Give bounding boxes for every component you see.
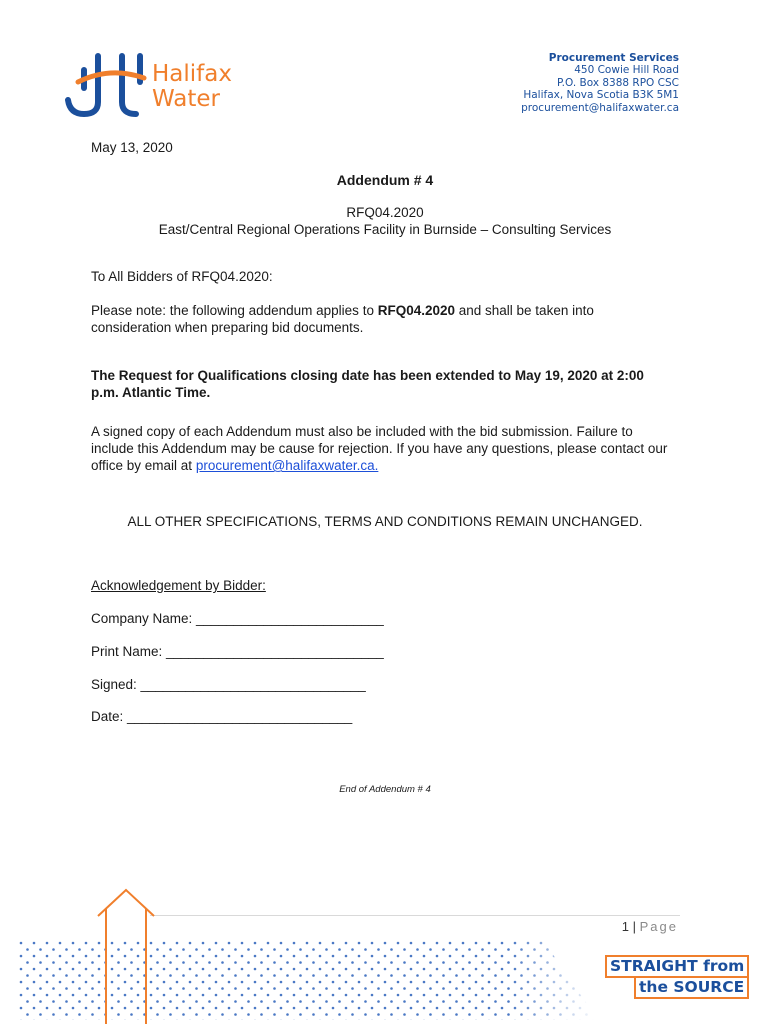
acknowledgement-heading: Acknowledgement by Bidder: xyxy=(91,578,266,593)
orange-arrow-icon xyxy=(96,888,156,1024)
end-of-addendum: End of Addendum # 4 xyxy=(339,784,431,795)
page-number xyxy=(622,919,678,934)
contact-block xyxy=(521,52,679,114)
note-prefix: Please note: the following addendum applies to xyxy=(91,303,378,318)
date-field: Date: ______________________________ xyxy=(91,709,353,724)
logo-wordmark xyxy=(152,62,232,112)
note-suffix: and shall be taken into consideration when preparing bid documents. xyxy=(91,303,594,335)
procurement-email-link[interactable]: procurement@halifaxwater.ca. xyxy=(195,458,379,473)
page-word: Page xyxy=(639,919,678,934)
project-title: East/Central Regional Operations Facility in Burnside – Consulting Services xyxy=(158,222,612,237)
footer-divider xyxy=(150,915,680,916)
contact-city-line: Halifax, Nova Scotia B3K 5M1 xyxy=(523,89,679,102)
signed-copy-paragraph xyxy=(91,423,671,474)
closing-date-notice: The Request for Qualifications closing date has been extended to May 19, 2020 at 2:00 p.m. Atlantic Time. xyxy=(91,368,644,400)
page-separator: | xyxy=(629,919,640,934)
print-name-field: Print Name: _____________________________ xyxy=(91,644,384,659)
signed-copy-text: A signed copy of each Addendum must also be included with the bid submission. Failure to include this Addendum may be cause for rejection. If you have any questions, please contact our office by email at xyxy=(91,424,668,473)
rfq-number: RFQ04.2020 xyxy=(346,205,424,220)
document-date: May 13, 2020 xyxy=(91,140,173,155)
contact-email-line: procurement@halifaxwater.ca xyxy=(521,101,679,114)
signed-field: Signed: ______________________________ xyxy=(91,677,366,692)
halifax-water-hh-icon xyxy=(64,52,150,118)
company-name-field: Company Name: _________________________ xyxy=(91,611,384,626)
addendum-title: Addendum # 4 xyxy=(336,172,434,188)
salutation: To All Bidders of RFQ04.2020: xyxy=(91,269,273,284)
note-rfq-bold: RFQ04.2020 xyxy=(377,303,455,318)
contact-po-box-line: P.O. Box 8388 RPO CSC xyxy=(556,76,679,89)
badge-line-1: STRAIGHT from xyxy=(605,955,749,978)
logo-line-halifax: Halifax xyxy=(152,61,232,87)
unchanged-notice: ALL OTHER SPECIFICATIONS, TERMS AND CONDITIONS REMAIN UNCHANGED. xyxy=(127,514,643,529)
addendum-note xyxy=(91,302,671,336)
logo-line-water: Water xyxy=(152,86,220,112)
halifax-water-logo xyxy=(64,52,254,120)
page-number-value: 1 xyxy=(621,919,630,934)
contact-heading: Procurement Services xyxy=(548,52,679,64)
contact-address-line: 450 Cowie Hill Road xyxy=(574,64,679,77)
badge-line-2: the SOURCE xyxy=(634,976,749,999)
